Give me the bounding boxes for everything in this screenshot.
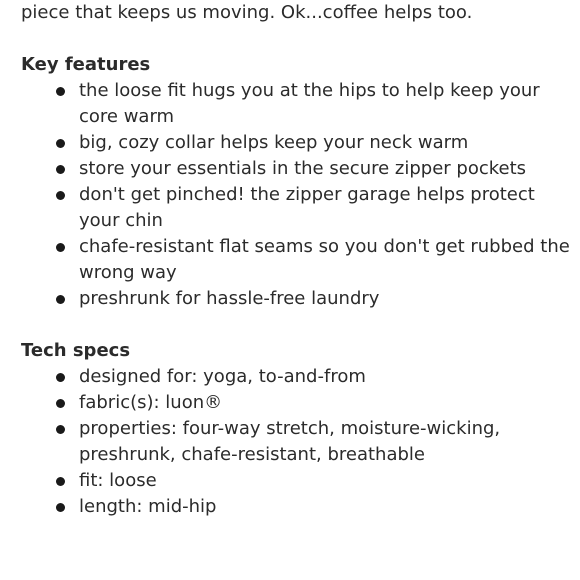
tech-spec-text: length: mid-hip [79,496,217,517]
bullet-icon [56,373,65,382]
key-feature-item [21,182,576,234]
tech-spec-item [21,468,576,494]
key-feature-item [21,156,576,182]
tech-spec-item [21,390,576,416]
key-feature-item [21,234,576,286]
tech-spec-item [21,416,576,468]
bullet-icon [56,477,65,486]
bullet-icon [56,165,65,174]
bullet-icon [56,295,65,304]
key-features-list [21,78,576,312]
key-features-heading: Key features [21,54,151,75]
tech-spec-text: fit: loose [79,470,157,491]
key-feature-item [21,78,576,130]
bullet-icon [56,503,65,512]
key-feature-item [21,130,576,156]
bullet-icon [56,87,65,96]
tech-spec-text: properties: four-way stretch, moisture-wicking, preshrunk, chafe-resistant, breathable [79,418,501,465]
bullet-icon [56,425,65,434]
intro-text: piece that keeps us moving. Ok...coffee helps too. [21,2,473,23]
product-details [21,0,576,520]
tech-spec-item [21,364,576,390]
key-feature-text: chafe-resistant flat seams so you don't get rubbed the wrong way [79,236,570,283]
tech-spec-text: designed for: yoga, to-and-from [79,366,366,387]
bullet-icon [56,191,65,200]
key-feature-text: don't get pinched! the zipper garage helps protect your chin [79,184,535,231]
tech-specs-heading: Tech specs [21,340,131,361]
bullet-icon [56,399,65,408]
key-feature-text: big, cozy collar helps keep your neck warm [79,132,469,153]
key-feature-text: the loose fit hugs you at the hips to help keep your core warm [79,80,540,127]
tech-spec-item [21,494,576,520]
tech-specs-list [21,364,576,520]
key-feature-text: preshrunk for hassle-free laundry [79,288,380,309]
key-feature-item [21,286,576,312]
key-feature-text: store your essentials in the secure zipper pockets [79,158,527,179]
bullet-icon [56,243,65,252]
tech-spec-text: fabric(s): luon® [79,392,223,413]
bullet-icon [56,139,65,148]
